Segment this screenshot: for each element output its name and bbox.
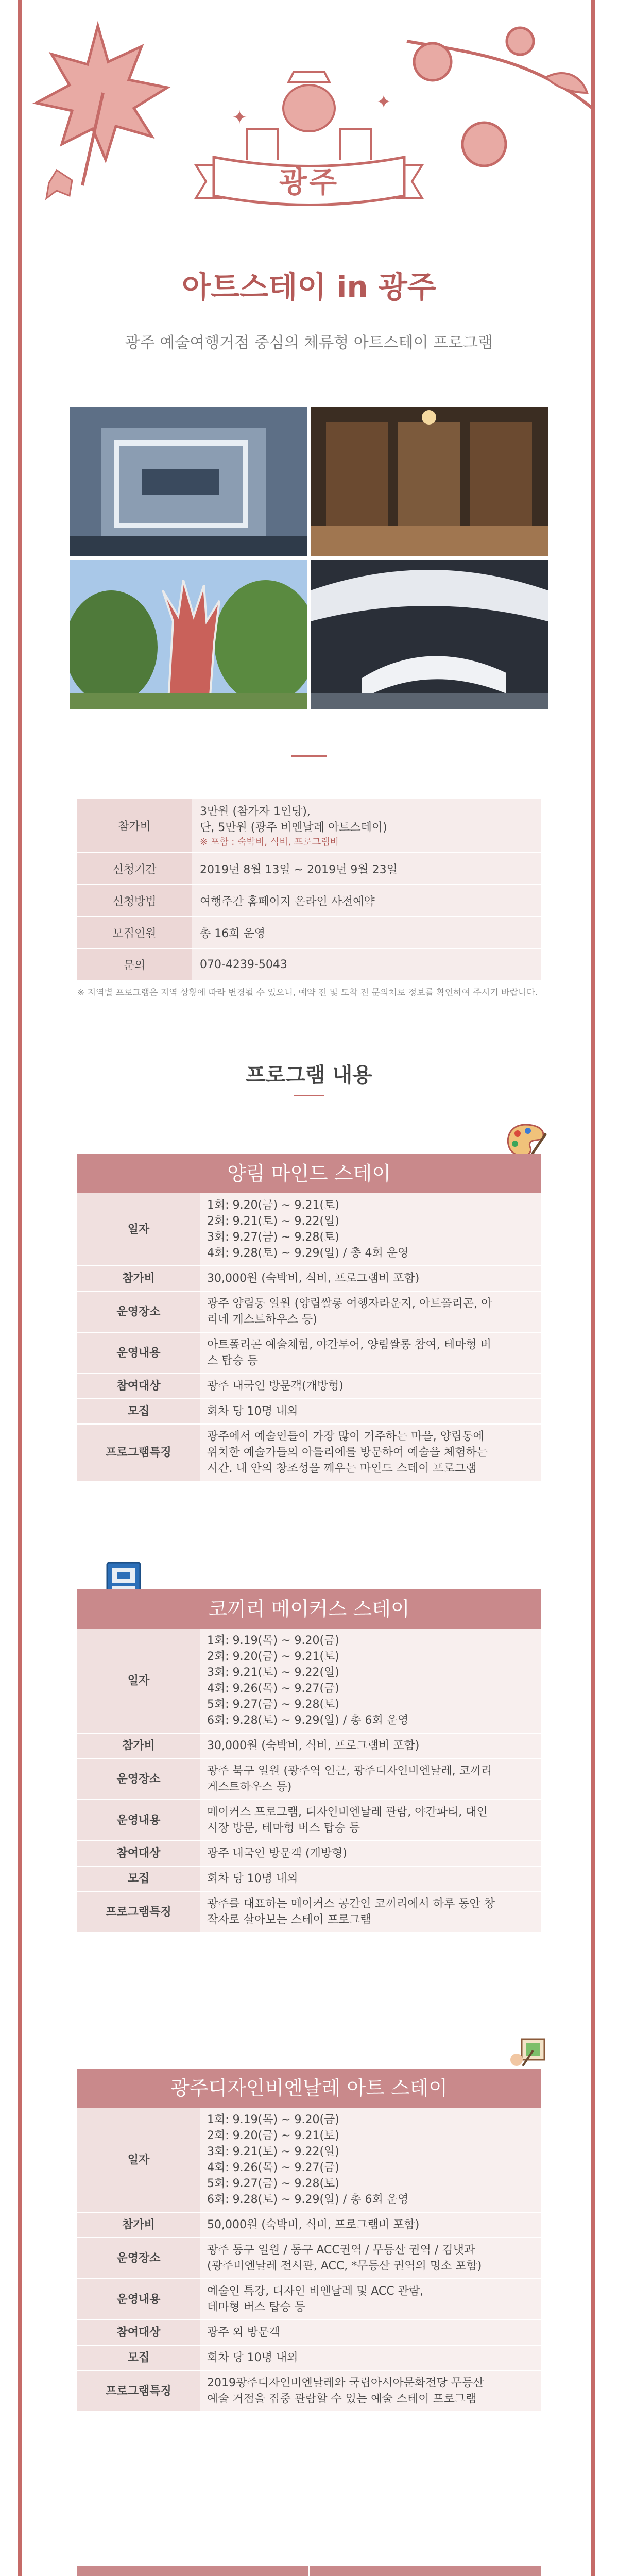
row-line: 광주 북구 일원 (광주역 인근, 광주디자인비엔날레, 코끼리: [207, 1765, 492, 1777]
info-label: 모집인원: [77, 917, 192, 948]
page-subtitle: 광주 예술여행거점 중심의 체류형 아트스테이 프로그램: [125, 334, 493, 352]
row-line: 50,000원 (숙박비, 식비, 프로그램비 포함): [200, 2212, 541, 2238]
row-label: 일자: [77, 1629, 200, 1733]
info-row-contact: [77, 948, 541, 980]
row-label: 운영내용: [77, 1332, 200, 1374]
day2-header: [309, 2566, 541, 2576]
row-line: 시장 방문, 테마형 버스 탑승 등: [207, 1822, 360, 1835]
program-yangnim: [77, 1154, 541, 1482]
row-label: 모집: [77, 2345, 200, 2370]
program-row: [77, 2320, 541, 2345]
row-label: 참가비: [77, 1266, 200, 1291]
program-title: 코끼리 메이커스 스테이: [77, 1589, 541, 1629]
info-value: 2019년 8월 13일 ~ 2019년 9월 23일: [192, 853, 541, 885]
row-line: 5회: 9.27(금) ~ 9.28(토): [207, 2177, 339, 2190]
program-row: [77, 2345, 541, 2370]
row-line: 2회: 9.21(토) ~ 9.22(일): [207, 1215, 339, 1228]
row-line: 아트폴리곤 예술체험, 야간투어, 양림쌀롱 참여, 테마형 버: [207, 1338, 491, 1351]
row-line: 광주 동구 일원 / 동구 ACC권역 / 무등산 권역 / 김냇과: [207, 2244, 475, 2257]
row-line: 3회: 9.21(토) ~ 9.22(일): [207, 1666, 339, 1679]
info-label: 참가비: [77, 799, 192, 853]
program-row: [77, 1866, 541, 1891]
program-table: [77, 1193, 541, 1482]
row-line: 30,000원 (숙박비, 식비, 프로그램비 포함): [200, 1266, 541, 1291]
info-value: 3만원 (참가자 1인당),: [200, 805, 311, 818]
row-label: 운영내용: [77, 2279, 200, 2320]
row-line: 회차 당 10명 내외: [200, 1866, 541, 1891]
row-line: (광주비엔날레 전시관, ACC, *무등산 권역의 명소 포함): [207, 2260, 482, 2273]
info-label: 신청기간: [77, 853, 192, 885]
row-line: 5회: 9.27(금) ~ 9.28(토): [207, 1698, 339, 1711]
program-kokiri-makers: [77, 1589, 541, 1933]
program-table: [77, 1629, 541, 1933]
program-row: [77, 1841, 541, 1866]
program-row: [77, 2370, 541, 2412]
svg-text:✦: ✦: [376, 92, 392, 113]
info-value: 여행주간 홈페이지 온라인 사전예약: [192, 885, 541, 917]
program-heading: 프로그램 내용: [246, 1063, 372, 1087]
row-line: 4회: 9.26(목) ~ 9.27(금): [207, 2161, 339, 2174]
row-label: 일자: [77, 1193, 200, 1266]
heading-underline: [294, 1095, 324, 1096]
row-line: 회차 당 10명 내외: [200, 1399, 541, 1424]
info-subnote: ※ 포함 : 숙박비, 식비, 프로그램비: [200, 837, 339, 848]
info-value: 총 16회 운영: [192, 917, 541, 948]
schedule-header: [77, 2566, 541, 2576]
row-line: 광주에서 예술인들이 가장 많이 거주하는 마을, 양림동에: [207, 1430, 484, 1443]
program-row: [77, 1891, 541, 1933]
row-label: 프로그램특징: [77, 1424, 200, 1481]
row-label: 운영내용: [77, 1800, 200, 1841]
row-label: 모집: [77, 1866, 200, 1891]
program-row: [77, 1374, 541, 1399]
row-line: 1회: 9.19(목) ~ 9.20(금): [207, 2113, 339, 2126]
program-row: [77, 1629, 541, 1733]
row-line: 메이커스 프로그램, 디자인비엔날레 관람, 야간파티, 대인: [207, 1806, 488, 1819]
info-table: [77, 799, 541, 981]
program-row: [77, 2279, 541, 2320]
program-row: [77, 1291, 541, 1332]
schedule-table: [77, 2566, 541, 2576]
row-line: 2회: 9.20(금) ~ 9.21(토): [207, 2129, 339, 2142]
day1-header: [77, 2566, 309, 2576]
program-row: [77, 1399, 541, 1424]
program-row: [77, 2212, 541, 2238]
photo-exhibition-hall: [311, 560, 548, 709]
row-label: 참여대상: [77, 1374, 200, 1399]
info-row-capacity: [77, 917, 541, 948]
row-line: 6회: 9.28(토) ~ 9.29(일) / 총 6회 운영: [207, 2193, 409, 2206]
program-row: [77, 2238, 541, 2279]
info-label: 신청방법: [77, 885, 192, 917]
row-line: 테마형 버스 탑승 등: [207, 2301, 305, 2314]
photo-hand-sculpture: [70, 560, 307, 709]
row-label: 모집: [77, 1399, 200, 1424]
program-row: [77, 1266, 541, 1291]
program-biennale-art: [77, 2069, 541, 2412]
row-line: 3회: 9.21(토) ~ 9.22(일): [207, 2145, 339, 2158]
program-row: [77, 1193, 541, 1266]
row-line: 작자로 살아보는 스테이 프로그램: [207, 1913, 371, 1926]
row-label: 운영장소: [77, 1291, 200, 1332]
row-label: 운영장소: [77, 2238, 200, 2279]
row-line: 리네 게스트하우스 등): [207, 1313, 317, 1326]
svg-text:✦: ✦: [232, 107, 248, 128]
row-label: 참가비: [77, 2212, 200, 2238]
row-label: 운영장소: [77, 1758, 200, 1800]
info-value: 070-4239-5043: [192, 948, 541, 980]
row-line: 2019광주디자인비엔날레와 국립아시아문화전당 무등산: [207, 2377, 484, 2389]
program-title: 양림 마인드 스테이: [77, 1154, 541, 1193]
section-divider: [291, 755, 327, 757]
row-line: 1회: 9.19(목) ~ 9.20(금): [207, 1634, 339, 1647]
persimmon-branch-icon: [402, 21, 597, 175]
program-row: [77, 1332, 541, 1374]
row-line: 2회: 9.20(금) ~ 9.21(토): [207, 1650, 339, 1663]
row-line: 1회: 9.20(금) ~ 9.21(토): [207, 1199, 339, 1212]
row-label: 프로그램특징: [77, 2370, 200, 2412]
program-row: [77, 1800, 541, 1841]
row-line: 30,000원 (숙박비, 식비, 프로그램비 포함): [200, 1733, 541, 1758]
info-row-period: [77, 853, 541, 885]
row-line: 시간. 내 안의 창조성을 깨우는 마인드 스테이 프로그램: [207, 1462, 477, 1475]
row-label: 참여대상: [77, 2320, 200, 2345]
row-line: 광주 양림동 일원 (양림쌀롱 여행자라운지, 아트폴리곤, 아: [207, 1297, 492, 1310]
info-row-method: [77, 885, 541, 917]
row-line: 스 탑승 등: [207, 1354, 258, 1367]
row-label: 참가비: [77, 1733, 200, 1758]
row-line: 4회: 9.28(토) ~ 9.29(일) / 총 4회 운영: [207, 1247, 409, 1260]
row-label: 프로그램특징: [77, 1891, 200, 1933]
program-row: [77, 1758, 541, 1800]
photo-library: [311, 407, 548, 556]
region-name: 광주: [279, 166, 339, 199]
row-label: 참여대상: [77, 1841, 200, 1866]
row-line: 3회: 9.27(금) ~ 9.28(토): [207, 1231, 339, 1244]
row-line: 광주 내국인 방문객(개방형): [200, 1374, 541, 1399]
info-note: ※ 지역별 프로그램은 지역 상황에 따라 변경될 수 있으니, 예약 전 및 도착 전 문의처로 정보를 확인하여 주시기 바랍니다.: [77, 988, 538, 998]
photo-grid: [70, 407, 548, 709]
info-value: 단, 5만원 (광주 비엔날레 아트스테이): [200, 821, 387, 834]
program-row: [77, 1733, 541, 1758]
row-line: 광주를 대표하는 메이커스 공간인 코끼리에서 하루 동안 창: [207, 1897, 495, 1910]
row-line: 예술인 특강, 디자인 비엔날레 및 ACC 관람,: [207, 2285, 424, 2298]
row-line: 회차 당 10명 내외: [200, 2345, 541, 2370]
program-row: [77, 1424, 541, 1481]
row-line: 광주 내국인 방문객 (개방형): [200, 1841, 541, 1866]
row-line: 위치한 예술가들의 아틀리에를 방문하여 예술을 체험하는: [207, 1446, 488, 1459]
program-row: [77, 2108, 541, 2212]
photo-3d-printer: [70, 407, 307, 556]
row-line: 게스트하우스 등): [207, 1781, 292, 1793]
page-title: 아트스테이 in 광주: [182, 269, 436, 304]
info-label: 문의: [77, 948, 192, 980]
row-label: 일자: [77, 2108, 200, 2212]
program-title: 광주디자인비엔날레 아트 스테이: [77, 2069, 541, 2108]
row-line: 6회: 9.28(토) ~ 9.29(일) / 총 6회 운영: [207, 1714, 409, 1727]
row-line: 예술 거점을 집중 관람할 수 있는 예술 스테이 프로그램: [207, 2393, 477, 2405]
row-line: 4회: 9.26(목) ~ 9.27(금): [207, 1682, 339, 1695]
row-line: 광주 외 방문객: [200, 2320, 541, 2345]
info-row-fee: [77, 799, 541, 853]
program-table: [77, 2108, 541, 2412]
